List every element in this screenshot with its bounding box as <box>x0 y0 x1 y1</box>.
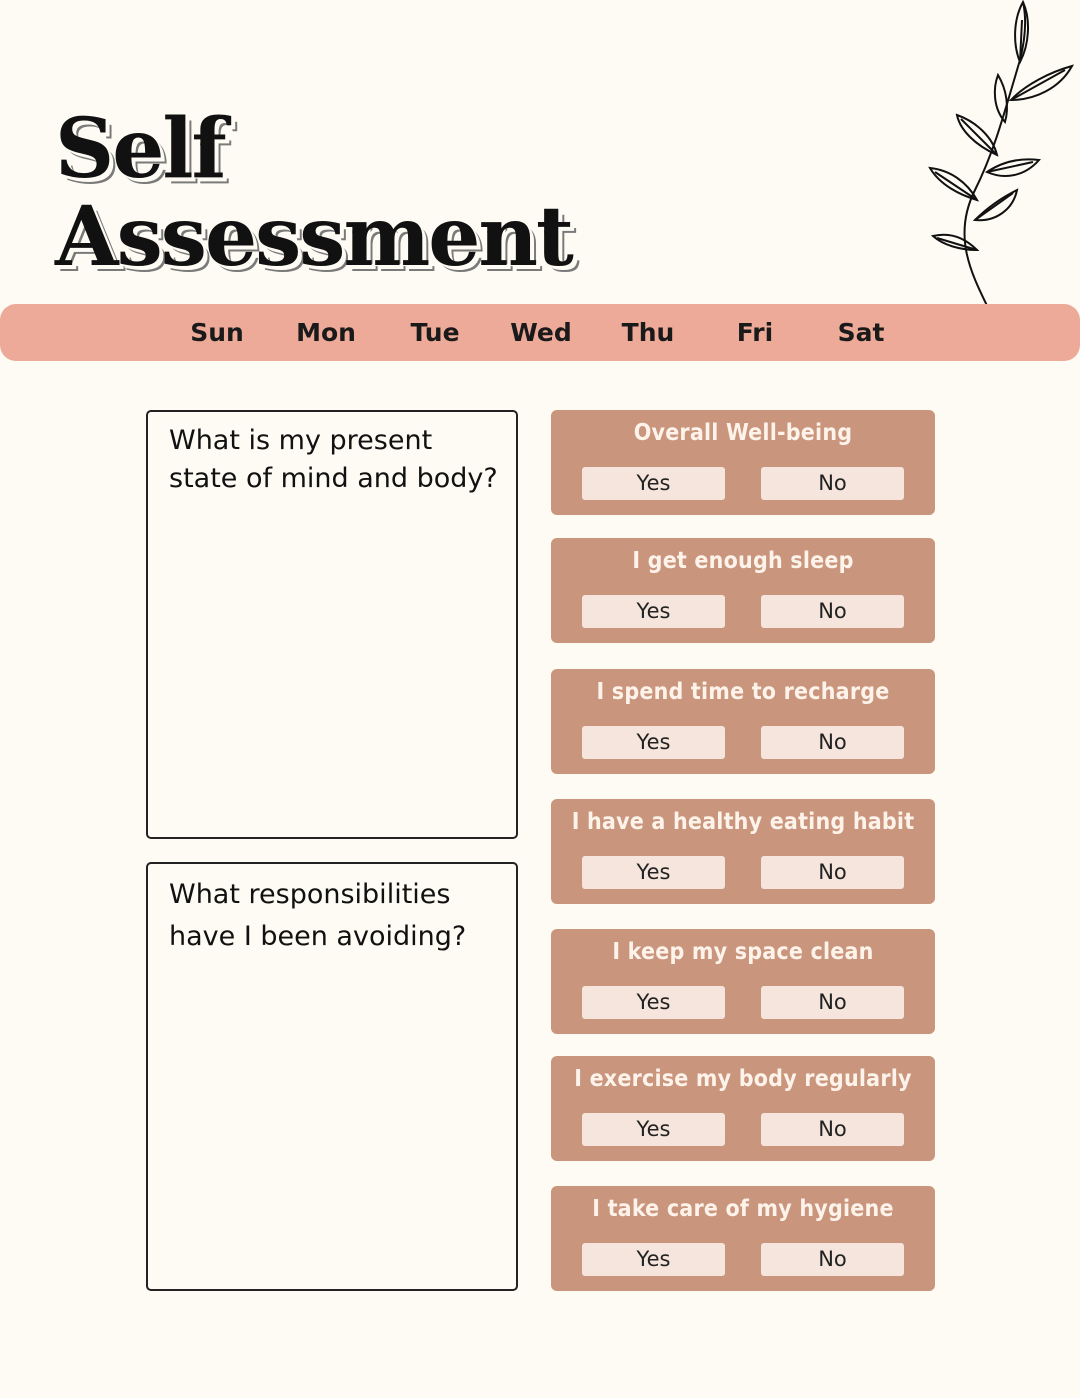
checklist-label: Overall Well-being <box>633 420 853 446</box>
checklist-label: I get enough sleep <box>632 548 854 574</box>
yes-button[interactable]: Yes <box>582 726 725 759</box>
question-box-responsibilities[interactable] <box>146 862 518 1291</box>
checklist-card-sleep <box>551 538 935 643</box>
day-sun[interactable]: Sun <box>190 318 244 347</box>
checklist-card-clean-space <box>551 929 935 1034</box>
checklist-label: I take care of my hygiene <box>592 1196 894 1222</box>
checklist-card-exercise <box>551 1056 935 1161</box>
page-title-line1: Self <box>55 101 225 197</box>
yes-button[interactable]: Yes <box>582 595 725 628</box>
yes-button[interactable]: Yes <box>582 467 725 500</box>
question-text: What responsibilities have I been avoiding? <box>169 879 467 952</box>
day-sat[interactable]: Sat <box>837 318 885 347</box>
day-wed[interactable]: Wed <box>510 318 572 347</box>
day-mon[interactable]: Mon <box>296 318 356 347</box>
checklist-label: I keep my space clean <box>612 939 874 965</box>
question-box-state-of-mind[interactable] <box>146 410 518 839</box>
no-button[interactable]: No <box>761 1113 904 1146</box>
page-title-line2: Assessment <box>55 189 572 285</box>
no-button[interactable]: No <box>761 467 904 500</box>
checklist-label: I exercise my body regularly <box>574 1066 912 1092</box>
no-button[interactable]: No <box>761 986 904 1019</box>
checklist-card-recharge <box>551 669 935 774</box>
question-text: What is my present state of mind and body? <box>169 425 498 494</box>
yes-button[interactable]: Yes <box>582 986 725 1019</box>
yes-button[interactable]: Yes <box>582 1113 725 1146</box>
no-button[interactable]: No <box>761 726 904 759</box>
yes-button[interactable]: Yes <box>582 1243 725 1276</box>
checklist-label: I spend time to recharge <box>596 679 890 705</box>
no-button[interactable]: No <box>761 1243 904 1276</box>
day-thu[interactable]: Thu <box>621 318 675 347</box>
day-fri[interactable]: Fri <box>736 318 774 347</box>
checklist-card-wellbeing <box>551 410 935 515</box>
no-button[interactable]: No <box>761 595 904 628</box>
weekday-band <box>0 304 1080 361</box>
checklist-label: I have a healthy eating habit <box>571 809 915 835</box>
checklist-card-eating <box>551 799 935 904</box>
no-button[interactable]: No <box>761 856 904 889</box>
yes-button[interactable]: Yes <box>582 856 725 889</box>
leaf-branch-icon <box>905 0 1080 320</box>
checklist-card-hygiene <box>551 1186 935 1291</box>
day-tue[interactable]: Tue <box>410 318 460 347</box>
